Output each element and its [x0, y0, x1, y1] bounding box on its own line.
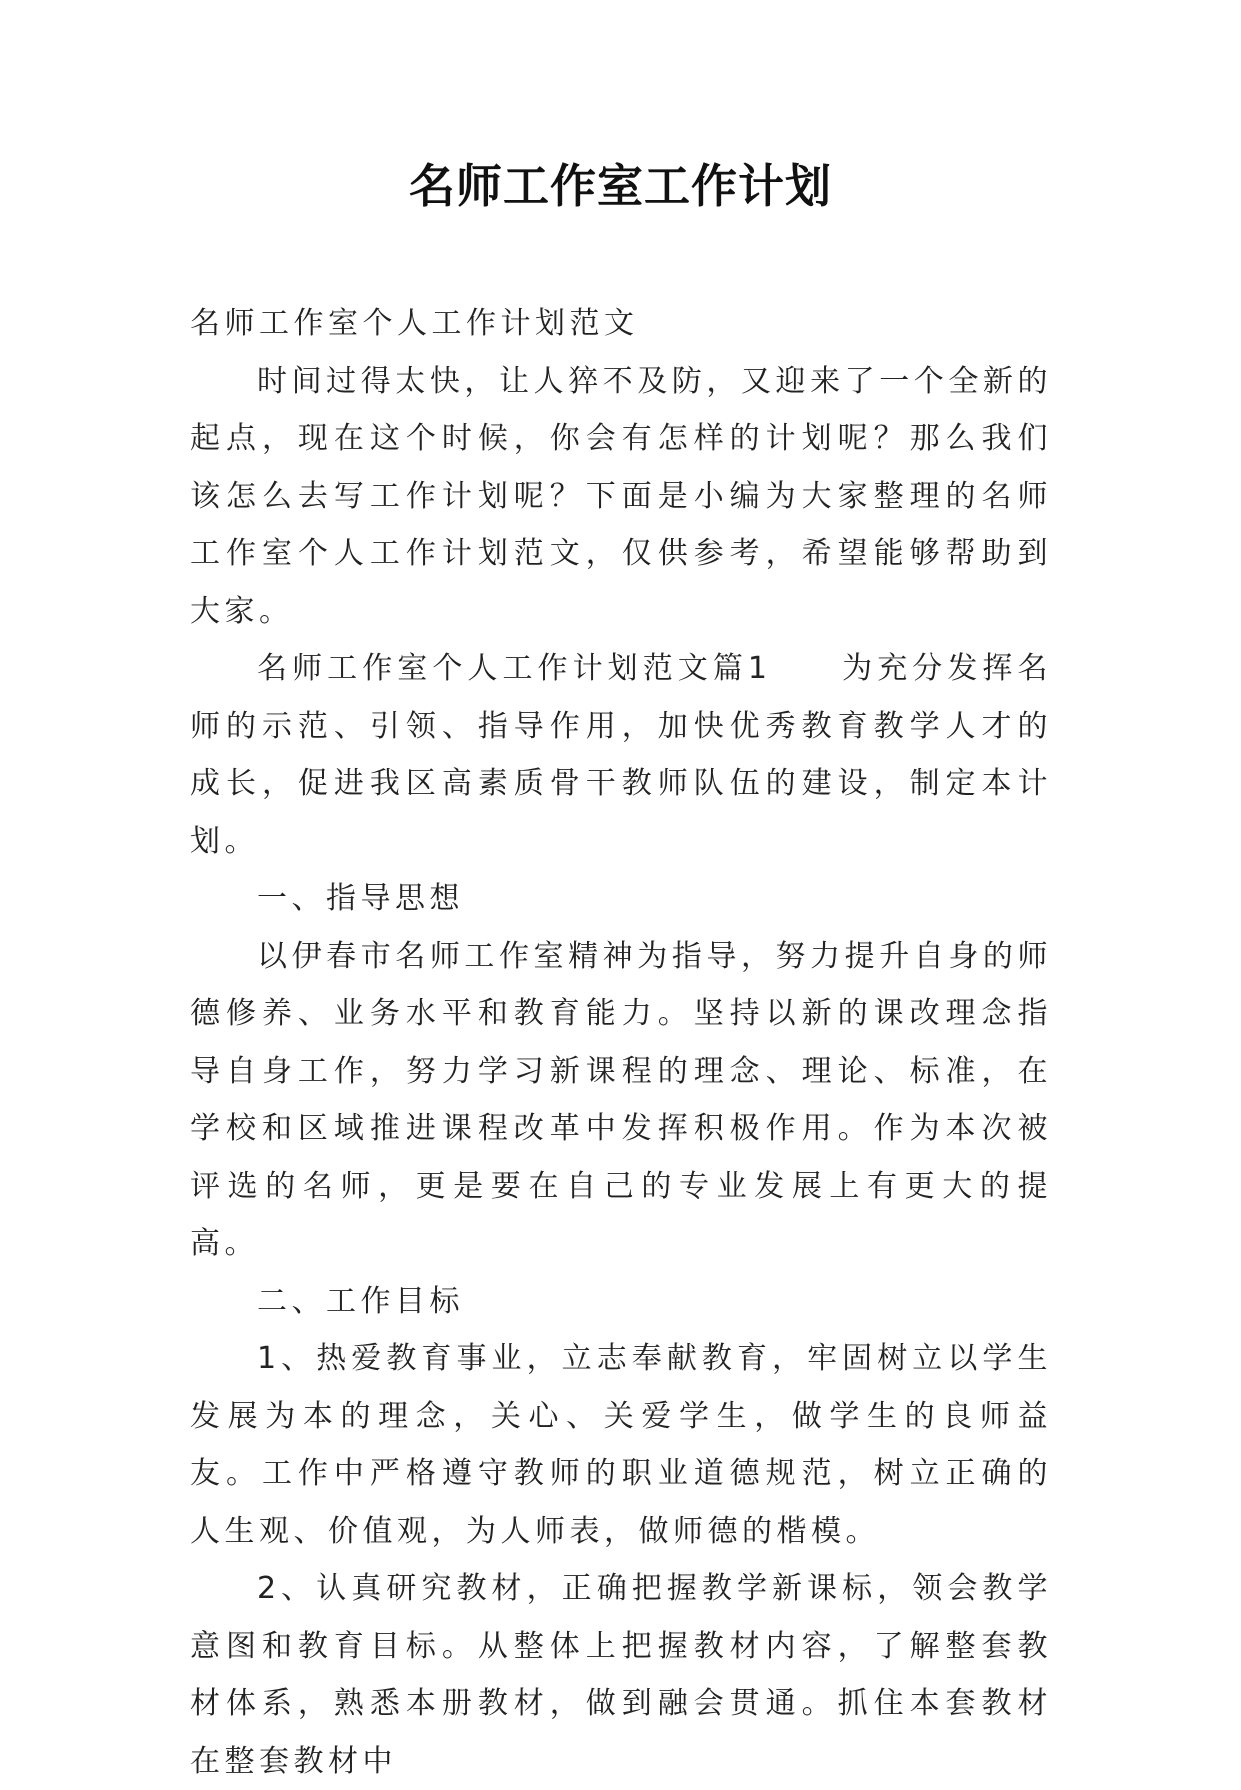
chapter-1-paragraph: 名师工作室个人工作计划范文篇1 为充分发挥名师的示范、引领、指导作用，加快优秀教育教学人才的成长，促进我区高素质骨干教师队伍的建设，制定本计划。 [190, 651, 1052, 859]
section-heading-guiding-thought: 一、指导思想 [257, 881, 464, 916]
goal-1-paragraph: 1、热爱教育事业，立志奉献教育，牢固树立以学生发展为本的理念，关心、关爱学生，做学生的良师益友。工作中严格遵守教师的职业道德规范，树立正确的人生观、价值观，为人师表，做师德的楷模。 [190, 1341, 1052, 1549]
intro-paragraph: 时间过得太快，让人猝不及防，又迎来了一个全新的起点，现在这个时候，你会有怎样的计划呢？那么我们该怎么去写工作计划呢？下面是小编为大家整理的名师工作室个人工作计划范文，仅供参考，希望能够帮助到大家。 [190, 363, 1052, 629]
section-heading-work-goals: 二、工作目标 [257, 1283, 464, 1319]
goal-2-paragraph: 2、认真研究教材，正确把握教学新课标，领会教学意图和教育目标。从整体上把握教材内容，了解整套教材体系，熟悉本册教材，做到融会贯通。抓住本套教材在整套教材中 [190, 1571, 1052, 1779]
guiding-thought-paragraph: 以伊春市名师工作室精神为指导，努力提升自身的师德修养、业务水平和教育能力。坚持以新的课改理念指导自身工作，努力学习新课程的理念、理论、标准，在学校和区域推进课程改革中发挥积极作用。作为本次被评选的名师，更是要在自己的专业发展上有更大的提高。 [190, 938, 1052, 1261]
document-title: 名师工作室工作计划 [409, 159, 832, 213]
document-body [190, 295, 1052, 1790]
subtitle-paragraph: 名师工作室个人工作计划范文 [190, 306, 639, 341]
